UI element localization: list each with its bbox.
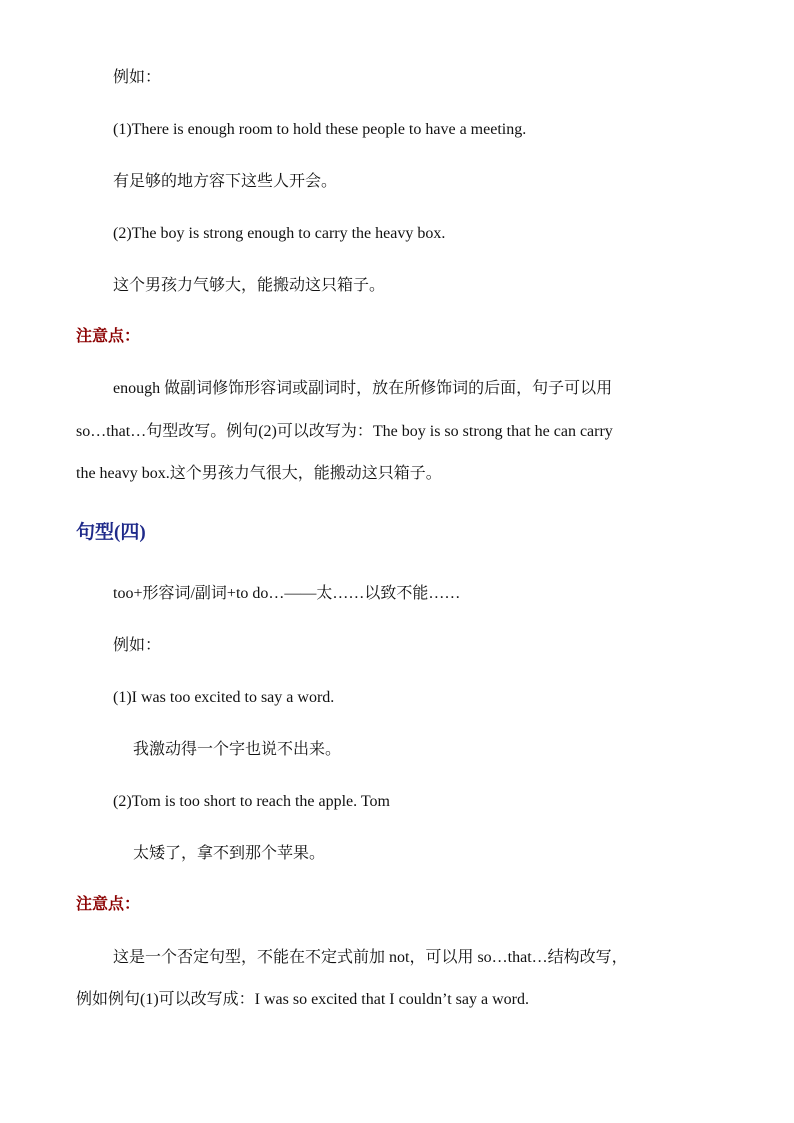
example-sentence-1-en: (1)I was too excited to say a word.: [113, 689, 335, 706]
example-sentence-1-en: (1)There is enough room to hold these people to have a meeting.: [113, 121, 527, 138]
section-heading: 句型(四): [76, 522, 146, 543]
example-sentence-2-cn: 太矮了，拿不到那个苹果。: [133, 845, 326, 862]
note-text-line-1: enough 做副词修饰形容词或副词时，放在所修饰词的后面，句子可以用: [113, 380, 613, 397]
example-sentence-1-cn: 有足够的地方容下这些人开会。: [113, 173, 338, 190]
example-sentence-1-cn: 我激动得一个字也说不出来。: [133, 741, 342, 758]
example-sentence-2-en: (2)The boy is strong enough to carry the heavy box.: [113, 225, 446, 242]
note-text-line-2: so…that…句型改写。例句(2)可以改写为：The boy is so strong that he can carry: [76, 423, 613, 440]
note-text-line-2: 例如例句(1)可以改写成：I was so excited that I couldn’t say a word.: [76, 991, 529, 1008]
sentence-pattern: too+形容词/副词+to do…——太……以致不能……: [113, 585, 461, 602]
example-label: 例如：: [113, 637, 162, 654]
example-label: 例如：: [113, 69, 162, 86]
note-label: 注意点：: [76, 896, 141, 913]
example-sentence-2-cn: 这个男孩力气够大，能搬动这只箱子。: [113, 277, 386, 294]
note-label: 注意点：: [76, 328, 141, 345]
note-text-line-3: the heavy box.这个男孩力气很大，能搬动这只箱子。: [76, 465, 442, 482]
note-text-line-1: 这是一个否定句型，不能在不定式前加 not，可以用 so…that…结构改写，: [113, 949, 628, 966]
example-sentence-2-en: (2)Tom is too short to reach the apple. Tom: [113, 793, 390, 810]
